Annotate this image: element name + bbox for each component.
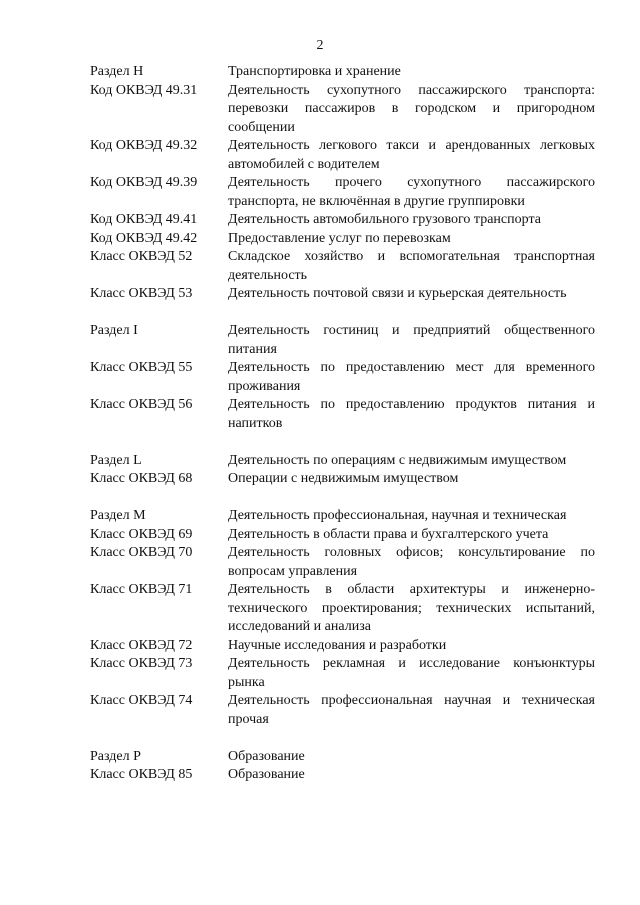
okved-code: Класс ОКВЭД 71 [90,582,193,597]
list-item [90,766,595,785]
section-description: Деятельность гостиниц и предприятий общественного питания [228,323,595,357]
list-item [90,692,595,729]
list-item [90,137,595,174]
okved-description: Предоставление услуг по перевозкам [228,230,451,246]
okved-code: Класс ОКВЭД 72 [90,637,193,653]
section-code: Раздел I [90,323,138,338]
okved-code: Класс ОКВЭД 70 [90,545,193,560]
list-item [90,470,595,489]
section-description: Деятельность по операциям с недвижимым имуществом [228,452,567,468]
list-item [90,637,595,656]
list-item [90,544,595,581]
okved-description: Деятельность головных офисов; консультирование по вопросам управления [228,545,595,579]
section-description: Деятельность профессиональная, научная и техническая [228,508,567,523]
list-item [90,174,595,211]
okved-code: Класс ОКВЭД 68 [90,471,193,486]
list-item [90,248,595,285]
section-description: Транспортировка и хранение [228,64,401,79]
list-item [90,581,595,637]
okved-code: Код ОКВЭД 49.39 [90,175,198,190]
okved-description: Деятельность рекламная и исследование конъюнктуры рынка [228,656,595,690]
okved-description: Деятельность в области архитектуры и инженерно-технического проектирования; технических испытаний, исследований и анализа [228,582,595,634]
list-item [90,452,595,471]
okved-description: Деятельность по предоставлению мест для временного проживания [228,360,595,394]
okved-code: Класс ОКВЭД 56 [90,397,193,412]
okved-description: Деятельность прочего сухопутного пассажирского транспорта, не включённая в другие группировки [228,175,595,209]
okved-description: Складское хозяйство и вспомогательная транспортная деятельность [228,249,595,283]
okved-code: Класс ОКВЭД 55 [90,360,193,375]
list-item [90,230,595,249]
okved-code: Класс ОКВЭД 85 [90,767,193,782]
list-item [90,359,595,396]
okved-list [90,63,595,785]
section-description: Образование [228,748,305,764]
okved-code: Класс ОКВЭД 52 [90,249,193,264]
okved-code: Код ОКВЭД 49.42 [90,230,198,246]
list-item [90,63,595,82]
okved-description: Деятельность в области права и бухгалтерского учета [228,526,549,542]
list-item [90,655,595,692]
list-item [90,82,595,138]
list-item [90,322,595,359]
section-code: Раздел L [90,452,142,468]
okved-code: Класс ОКВЭД 69 [90,526,193,542]
okved-description: Научные исследования и разработки [228,637,447,653]
okved-description: Деятельность автомобильного грузового транспорта [228,212,541,227]
section-code: Раздел H [90,64,144,79]
okved-description: Деятельность сухопутного пассажирского транспорта: перевозки пассажиров в городском и пригородном сообщении [228,82,595,135]
list-item [90,285,595,304]
okved-code: Класс ОКВЭД 74 [90,693,193,708]
okved-description: Деятельность почтовой связи и курьерская деятельность [228,286,567,301]
list-item [90,211,595,230]
okved-code: Код ОКВЭД 49.41 [90,212,198,227]
section-code: Раздел P [90,748,141,764]
list-item [90,748,595,767]
okved-description: Операции с недвижимым имуществом [228,471,459,486]
page-number: 2 [316,38,324,53]
okved-code: Код ОКВЭД 49.31 [90,82,198,98]
list-item [90,507,595,526]
okved-code: Класс ОКВЭД 53 [90,286,193,301]
section-code: Раздел M [90,508,146,523]
okved-code: Код ОКВЭД 49.32 [90,138,198,153]
okved-description: Деятельность профессиональная научная и техническая прочая [228,693,595,727]
okved-description: Образование [228,767,305,782]
okved-description: Деятельность по предоставлению продуктов питания и напитков [228,397,595,431]
okved-code: Класс ОКВЭД 73 [90,656,193,671]
okved-description: Деятельность легкового такси и арендованных легковых автомобилей с водителем [228,138,595,172]
list-item [90,526,595,545]
list-item [90,396,595,433]
